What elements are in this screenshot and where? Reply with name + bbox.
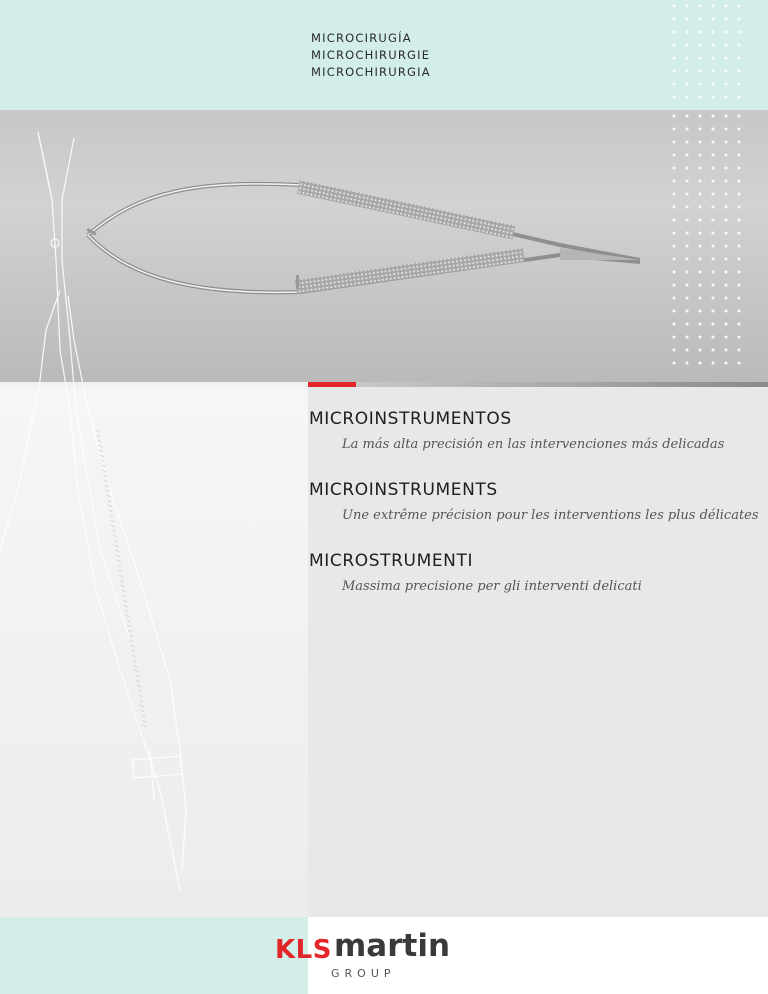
product-photo [0, 110, 768, 382]
accent-divider [308, 382, 768, 387]
brand-logo-word: martin [334, 928, 451, 964]
heading-fr: MICROINSTRUMENTS [309, 480, 498, 500]
title-block-it [309, 551, 642, 594]
footer-band-left [0, 917, 308, 994]
dot-pattern [668, 0, 758, 110]
left-panel [0, 387, 308, 917]
category-label-it: MICROCHIRURGIA [311, 65, 431, 79]
category-labels [311, 30, 431, 81]
title-block-es [309, 409, 724, 452]
subtitle-it: Massima precisione per gli interventi delicati [342, 579, 642, 594]
heading-es: MICROINSTRUMENTOS [309, 409, 512, 429]
brand-logo-mark: KLS [275, 935, 332, 965]
subtitle-fr: Une extrême précision pour les interventions les plus délicates [342, 508, 759, 523]
category-label-es: MICROCIRUGÍA [311, 31, 412, 45]
subtitle-es: La más alta precisión en las intervenciones más delicadas [342, 437, 725, 452]
brand-logo-group: GROUP [331, 967, 396, 980]
heading-it: MICROSTRUMENTI [309, 551, 474, 571]
title-block-fr [309, 480, 759, 523]
micro-scissors-image [0, 110, 768, 382]
category-label-fr: MICROCHIRURGIE [311, 48, 431, 62]
dot-pattern-photo [668, 110, 758, 382]
